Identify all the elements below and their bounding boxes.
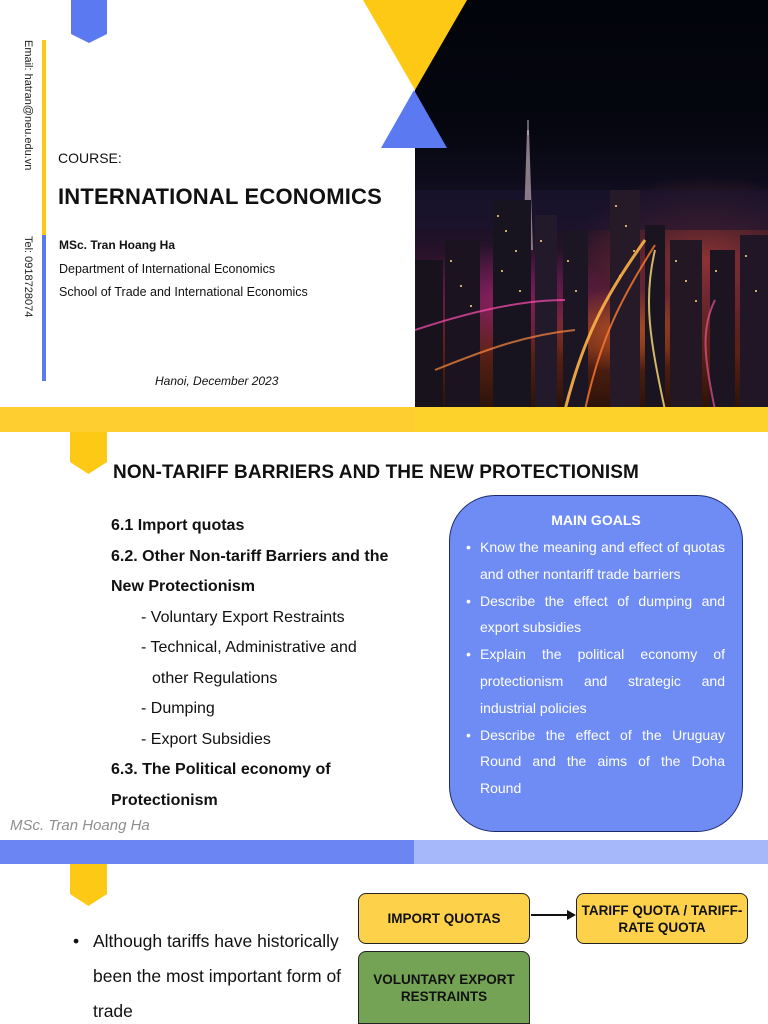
main-goals-box: [449, 495, 743, 832]
author-name: MSc. Tran Hoang Ha: [59, 238, 176, 252]
voluntary-export-restraints-box: VOLUNTARY EXPORT RESTRAINTS: [358, 951, 530, 1024]
school-text: School of Trade and International Economics: [59, 285, 308, 299]
import-quotas-box: IMPORT QUOTAS: [358, 893, 530, 944]
bullet-icon: •: [73, 931, 80, 951]
blue-triangle-decoration: [381, 90, 447, 148]
goal-item: • Explain the political economy of protectionism and strategic and industrial policies: [466, 641, 725, 721]
main-goals-list: [466, 534, 725, 802]
goal-item: • Know the meaning and effect of quotas and other nontariff trade barriers: [466, 534, 725, 588]
outline-item-technical-cont: other Regulations: [152, 669, 278, 687]
goal-item: • Describe the effect of the Uruguay Round and the aims of the Doha Round: [466, 722, 725, 802]
slide-title: NON-TARIFF BARRIERS AND THE NEW PROTECTIONISM: [113, 462, 639, 483]
email-text: Email: hatran@neu.edu.vn: [22, 40, 34, 171]
outline-item-ver: - Voluntary Export Restraints: [141, 608, 345, 626]
outline-item-dumping: - Dumping: [141, 700, 215, 717]
outline-item-technical: - Technical, Administrative and: [141, 639, 357, 656]
import-quotas-slide: [0, 864, 768, 1024]
accent-line-blue: [42, 235, 46, 381]
outline-section-6-1: 6.1 Import quotas: [111, 517, 245, 534]
bullet-paragraph: [73, 924, 343, 1024]
arrow-right-icon: [531, 908, 577, 922]
outline-item-subsidies: - Export Subsidies: [141, 730, 271, 748]
bookmark-tag-icon: [70, 864, 107, 906]
bookmark-tag-icon: [71, 0, 107, 43]
main-goals-title: MAIN GOALS: [551, 512, 641, 528]
bottom-bar-right: [414, 840, 768, 864]
department-text: Department of International Economics: [59, 262, 276, 276]
outline-slide: [0, 432, 768, 864]
chapter-outline: [111, 511, 411, 816]
accent-line-yellow: [42, 40, 46, 235]
course-title: INTERNATIONAL ECONOMICS: [58, 184, 383, 209]
author-watermark: MSc. Tran Hoang Ha: [10, 817, 150, 834]
outline-section-6-3: 6.3. The Political economy of Protectionism: [111, 761, 331, 809]
title-slide: [0, 0, 768, 432]
goal-item: • Describe the effect of dumping and export subsidies: [466, 588, 725, 642]
bullet-text: Although tariffs have historically been the most important form of trade: [93, 931, 342, 1021]
bottom-bar-left: [0, 840, 414, 864]
outline-section-6-2: 6.2. Other Non-tariff Barriers and the New Protectionism: [111, 547, 389, 595]
bookmark-tag-icon: [70, 432, 107, 474]
phone-text: Tel: 0918728074: [22, 236, 34, 318]
tariff-quota-box: TARIFF QUOTA / TARIFF-RATE QUOTA: [576, 893, 748, 944]
yellow-triangle-decoration: [363, 0, 467, 90]
bottom-bar-left: [0, 407, 415, 432]
course-label: COURSE:: [58, 150, 122, 166]
city-night-photo: [415, 0, 768, 410]
date-text: Hanoi, December 2023: [155, 374, 279, 388]
